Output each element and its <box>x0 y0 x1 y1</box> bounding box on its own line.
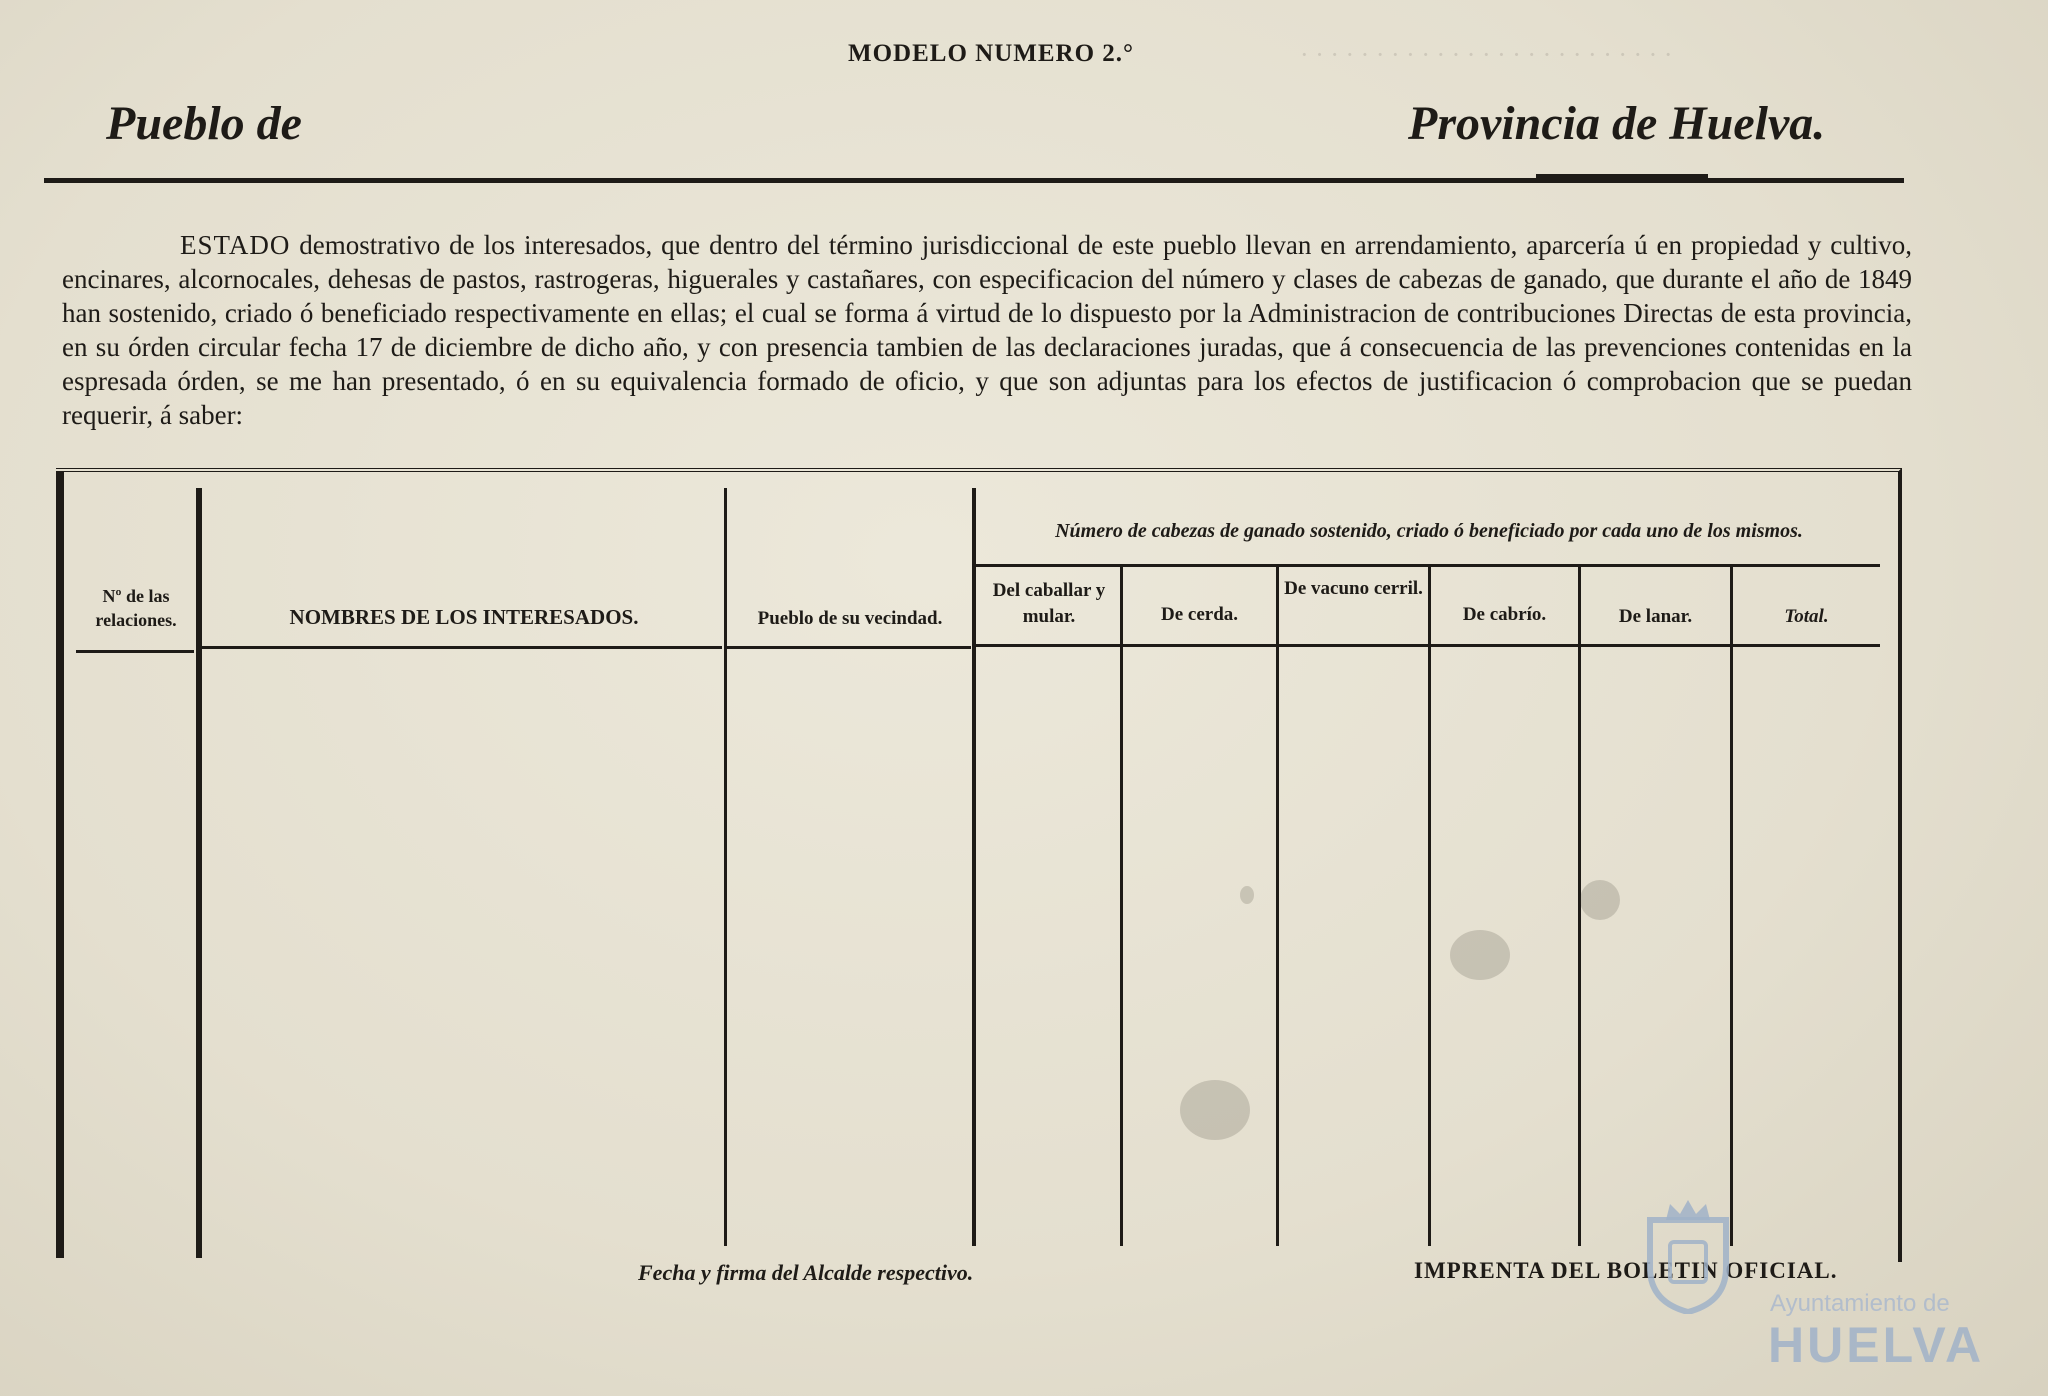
column-divider <box>972 488 976 1246</box>
header-cabrio: De cabrío. <box>1462 604 1547 625</box>
header-caballar: Del caballar y mular. <box>992 580 1106 627</box>
bleed-through-text: · · · · · · · · · · · · · · · · · · · · · · · · · <box>1300 40 1673 69</box>
header-cerda: De cerda. <box>1160 604 1239 625</box>
header-bottom-rule <box>202 646 722 649</box>
header-bottom-rule <box>76 650 194 653</box>
watermark-line1: Ayuntamiento de <box>1770 1290 1950 1317</box>
header-group-livestock: Número de cabezas de ganado sostenido, criado ó beneficiado por cada uno de los mismos. <box>1055 520 1803 542</box>
ink-stain <box>1450 930 1510 980</box>
city-shield-icon <box>1640 1198 1736 1314</box>
printer-imprint: IMPRENTA DEL BOLETIN OFICIAL. <box>1414 1258 1838 1283</box>
header-nombres: NOMBRES DE LOS INTERESADOS. <box>289 605 639 629</box>
header-rule <box>44 178 1904 183</box>
column-divider <box>1120 566 1123 1246</box>
ink-stain <box>1240 886 1254 904</box>
town-label: Pueblo de <box>106 97 302 150</box>
column-divider <box>1428 566 1431 1246</box>
ink-stain <box>1580 880 1620 920</box>
header-bottom-rule <box>727 646 971 649</box>
province-label: Provincia de Huelva. <box>1408 97 1826 150</box>
model-title: MODELO NUMERO 2.° <box>848 40 1135 67</box>
column-divider <box>1276 566 1279 1246</box>
column-divider <box>196 488 202 1258</box>
intro-paragraph <box>62 228 1912 432</box>
mayor-signature-line: Fecha y firma del Alcalde respectivo. <box>638 1260 974 1285</box>
header-vacuno: De vacuno cerril. <box>1284 578 1423 599</box>
group-header-rule <box>976 564 1880 567</box>
table-left-border <box>56 472 64 1258</box>
column-divider <box>724 488 727 1246</box>
header-pueblo: Pueblo de su vecindad. <box>757 608 943 629</box>
column-divider <box>1730 566 1733 1246</box>
watermark-line2: HUELVA <box>1768 1317 1985 1373</box>
intro-text: demostrativo de los interesados, que dentro del término jurisdiccional de este pueblo llevan en arrendamiento, aparcería ú en propiedad y cultivo, encinares, alcornocales, dehesas de pastos, rastrogeras, higuerales y castañares, con especificacion del número y clases de cabezas de ganado, que durante el año de 1849 han sostenido, criado ó beneficiado respectivamente en ellas; el cual se forma á virtud de lo dispuesto por la Administracion de contribuciones Directas de esta provincia, en su órden circular fecha 17 de diciembre de dicho año, y con presencia tambien de las declaraciones juradas, que á consecuencia de las prevenciones contenidas en la espresada órden, se me han presentado, ó en su equivalencia formado de oficio, y que son adjuntas para los efectos de justificacion ó comprobacion que se puedan requerir, á saber: <box>62 230 1913 430</box>
header-total: Total. <box>1784 606 1829 627</box>
header-numero: Nº de las relaciones. <box>95 586 177 630</box>
ink-stain <box>1180 1080 1250 1140</box>
header-bottom-rule <box>976 644 1880 647</box>
intro-first-word: ESTADO <box>180 230 291 260</box>
header-lanar: De lanar. <box>1618 606 1693 627</box>
